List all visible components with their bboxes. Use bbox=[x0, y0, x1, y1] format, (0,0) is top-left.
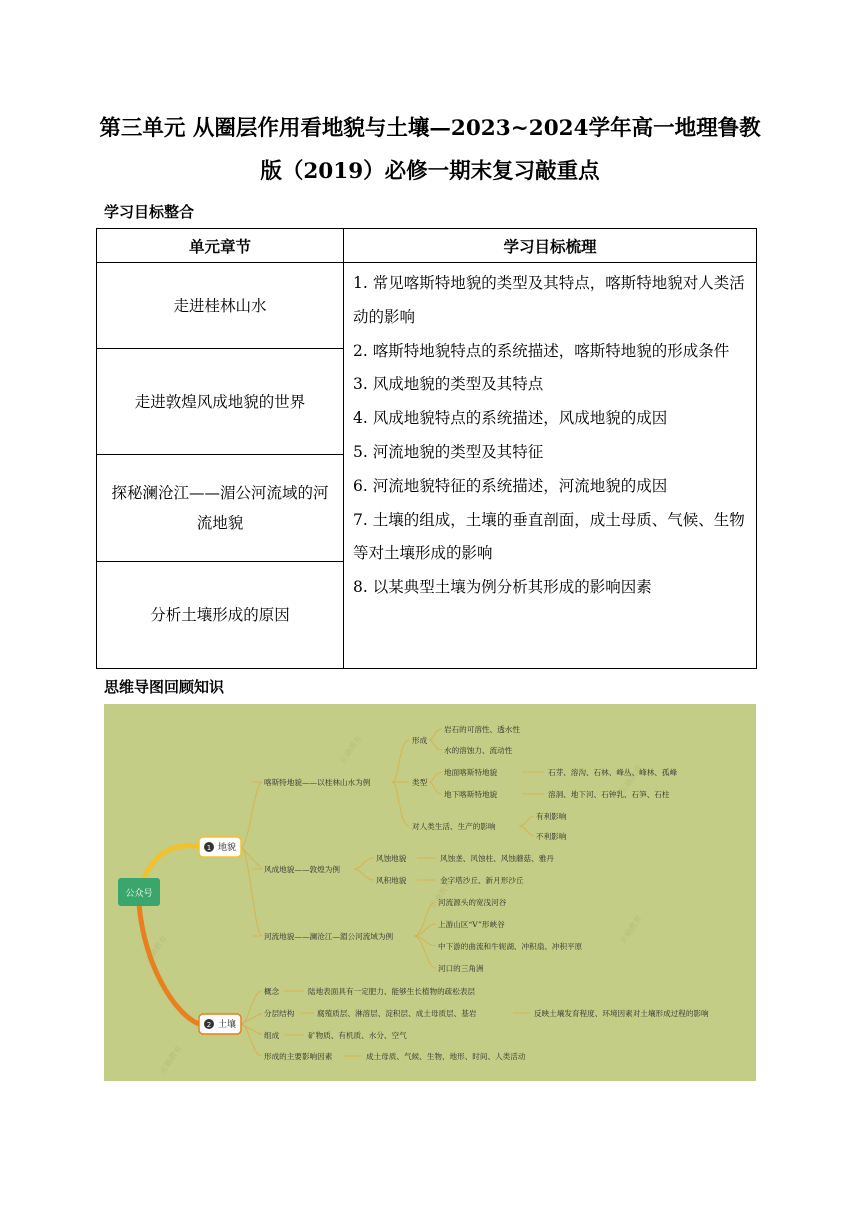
soil-composition-detail: 矿物质、有机质、水分、空气 bbox=[308, 1031, 407, 1040]
watermark: 正确教育 bbox=[618, 913, 644, 946]
soil-layers-detail: 腐殖质层、淋溶层、淀积层、成土母质层、基岩 bbox=[317, 1009, 477, 1018]
wind-erosion-detail: 风蚀垄、风蚀柱、风蚀蘑菇、雅丹 bbox=[440, 854, 554, 863]
karst-type-label: 类型 bbox=[412, 778, 428, 787]
watermark: 正确教育 bbox=[428, 878, 454, 911]
river-label: 河流地貌——澜沧江—湄公河流域为例 bbox=[264, 932, 394, 941]
soil-connectors bbox=[241, 991, 530, 1056]
goal-item: 3. 风成地貌的类型及其特点 bbox=[353, 375, 544, 394]
node-number: 1 bbox=[206, 844, 212, 852]
goal-item: 2. 喀斯特地貌特点的系统描述，喀斯特地貌的形成条件 bbox=[353, 341, 730, 360]
goal-item: 6. 河流地貌特征的系统描述，河流地貌的成因 bbox=[353, 476, 668, 495]
watermark: 正确教育 bbox=[143, 933, 169, 966]
karst-impact-item: 有利影响 bbox=[536, 812, 567, 821]
page-title-line1: 第三单元 从圈层作用看地貌与土壤—2023~2024学年高一地理鲁教 bbox=[99, 116, 761, 141]
watermark: 正确教育 bbox=[338, 733, 364, 766]
watermark: 正确教育 bbox=[618, 763, 644, 796]
soil-layers-note: 反映土壤发育程度、环境因素对土壤形成过程的影响 bbox=[534, 1009, 709, 1018]
goal-item: 8. 以某典型土壤为例分析其形成的影响因素 bbox=[353, 578, 652, 597]
goal-item: 7. 土壤的组成，土壤的垂直剖面，成土母质、气候、生物等对土壤形成的影响 bbox=[353, 510, 745, 563]
goal-item: 5. 河流地貌的类型及其特征 bbox=[353, 442, 544, 461]
section-heading-mindmap: 思维导图回顾知识 bbox=[104, 678, 225, 696]
karst-surface-label: 地面喀斯特地貌 bbox=[444, 768, 498, 777]
soil-concept-detail: 陆地表面具有一定肥力、能够生长植物的疏松表层 bbox=[308, 987, 476, 996]
unit-cell: 分析土壤形成的原因 bbox=[97, 562, 344, 669]
mind-map-svg bbox=[104, 704, 756, 1081]
soil-concept-label: 概念 bbox=[264, 987, 280, 996]
goals-table bbox=[96, 228, 757, 669]
section-heading-goals: 学习目标整合 bbox=[104, 203, 195, 221]
river-item: 河口的三角洲 bbox=[438, 964, 484, 973]
unit-cell: 走进敦煌风成地貌的世界 bbox=[97, 349, 344, 455]
karst-form-item: 岩石的可溶性、透水性 bbox=[444, 725, 520, 734]
soil-factors-detail: 成土母质、气候、生物、地形、时间、人类活动 bbox=[366, 1052, 526, 1061]
karst-under-label: 地下喀斯特地貌 bbox=[444, 790, 498, 799]
goals-cell bbox=[344, 263, 757, 669]
header-unit: 单元章节 bbox=[97, 229, 344, 263]
watermark: 正确教育 bbox=[158, 1043, 184, 1076]
karst-under-detail: 溶洞、地下河、石钟乳、石笋、石柱 bbox=[548, 790, 670, 799]
karst-form-item: 水的溶蚀力、流动性 bbox=[444, 746, 513, 755]
karst-surface-detail: 石芽、溶沟、石林、峰丛、峰林、孤峰 bbox=[548, 768, 678, 777]
mind-map bbox=[104, 704, 756, 1081]
table-header-row bbox=[97, 229, 757, 263]
karst-impact-label: 对人类生活、生产的影响 bbox=[412, 822, 496, 831]
wind-label: 风成地貌——敦煌为例 bbox=[264, 865, 340, 874]
node-soil-label: 土壤 bbox=[218, 1020, 237, 1030]
goal-item: 1. 常见喀斯特地貌的类型及其特点，喀斯特地貌对人类活动的影响 bbox=[353, 274, 745, 326]
page-title-line2: 版（2019）必修一期末复习敲重点 bbox=[260, 159, 600, 184]
unit-cell: 走进桂林山水 bbox=[97, 263, 344, 349]
soil-factors-label: 形成的主要影响因素 bbox=[264, 1052, 333, 1061]
soil-composition-label: 组成 bbox=[264, 1031, 280, 1040]
wind-deposit-detail: 金字塔沙丘、新月形沙丘 bbox=[440, 876, 524, 885]
table-row bbox=[97, 263, 757, 349]
karst-label: 喀斯特地貌——以桂林山水为例 bbox=[264, 778, 371, 787]
karst-impact-item: 不利影响 bbox=[536, 832, 567, 841]
node-landform-label: 地貌 bbox=[218, 843, 237, 853]
river-item: 中下游的曲流和牛轭湖、冲积扇、冲积平原 bbox=[438, 942, 583, 951]
goal-item: 4. 风成地貌特点的系统描述，风成地貌的成因 bbox=[353, 409, 668, 428]
karst-form-label: 形成 bbox=[412, 736, 428, 745]
soil-layers-label: 分层结构 bbox=[264, 1009, 295, 1018]
header-goals: 学习目标梳理 bbox=[344, 229, 757, 263]
node-number: 2 bbox=[206, 1021, 212, 1029]
unit-cell: 探秘澜沧江——湄公河流域的河流地貌 bbox=[97, 455, 344, 562]
river-item: 上游山区“V”形峡谷 bbox=[438, 920, 505, 929]
wind-deposit-label: 风积地貌 bbox=[376, 876, 407, 885]
center-node-label: 公众号 bbox=[125, 889, 153, 899]
river-item: 河流源头的宽浅河谷 bbox=[438, 898, 507, 907]
wind-erosion-label: 风蚀地貌 bbox=[376, 854, 407, 863]
